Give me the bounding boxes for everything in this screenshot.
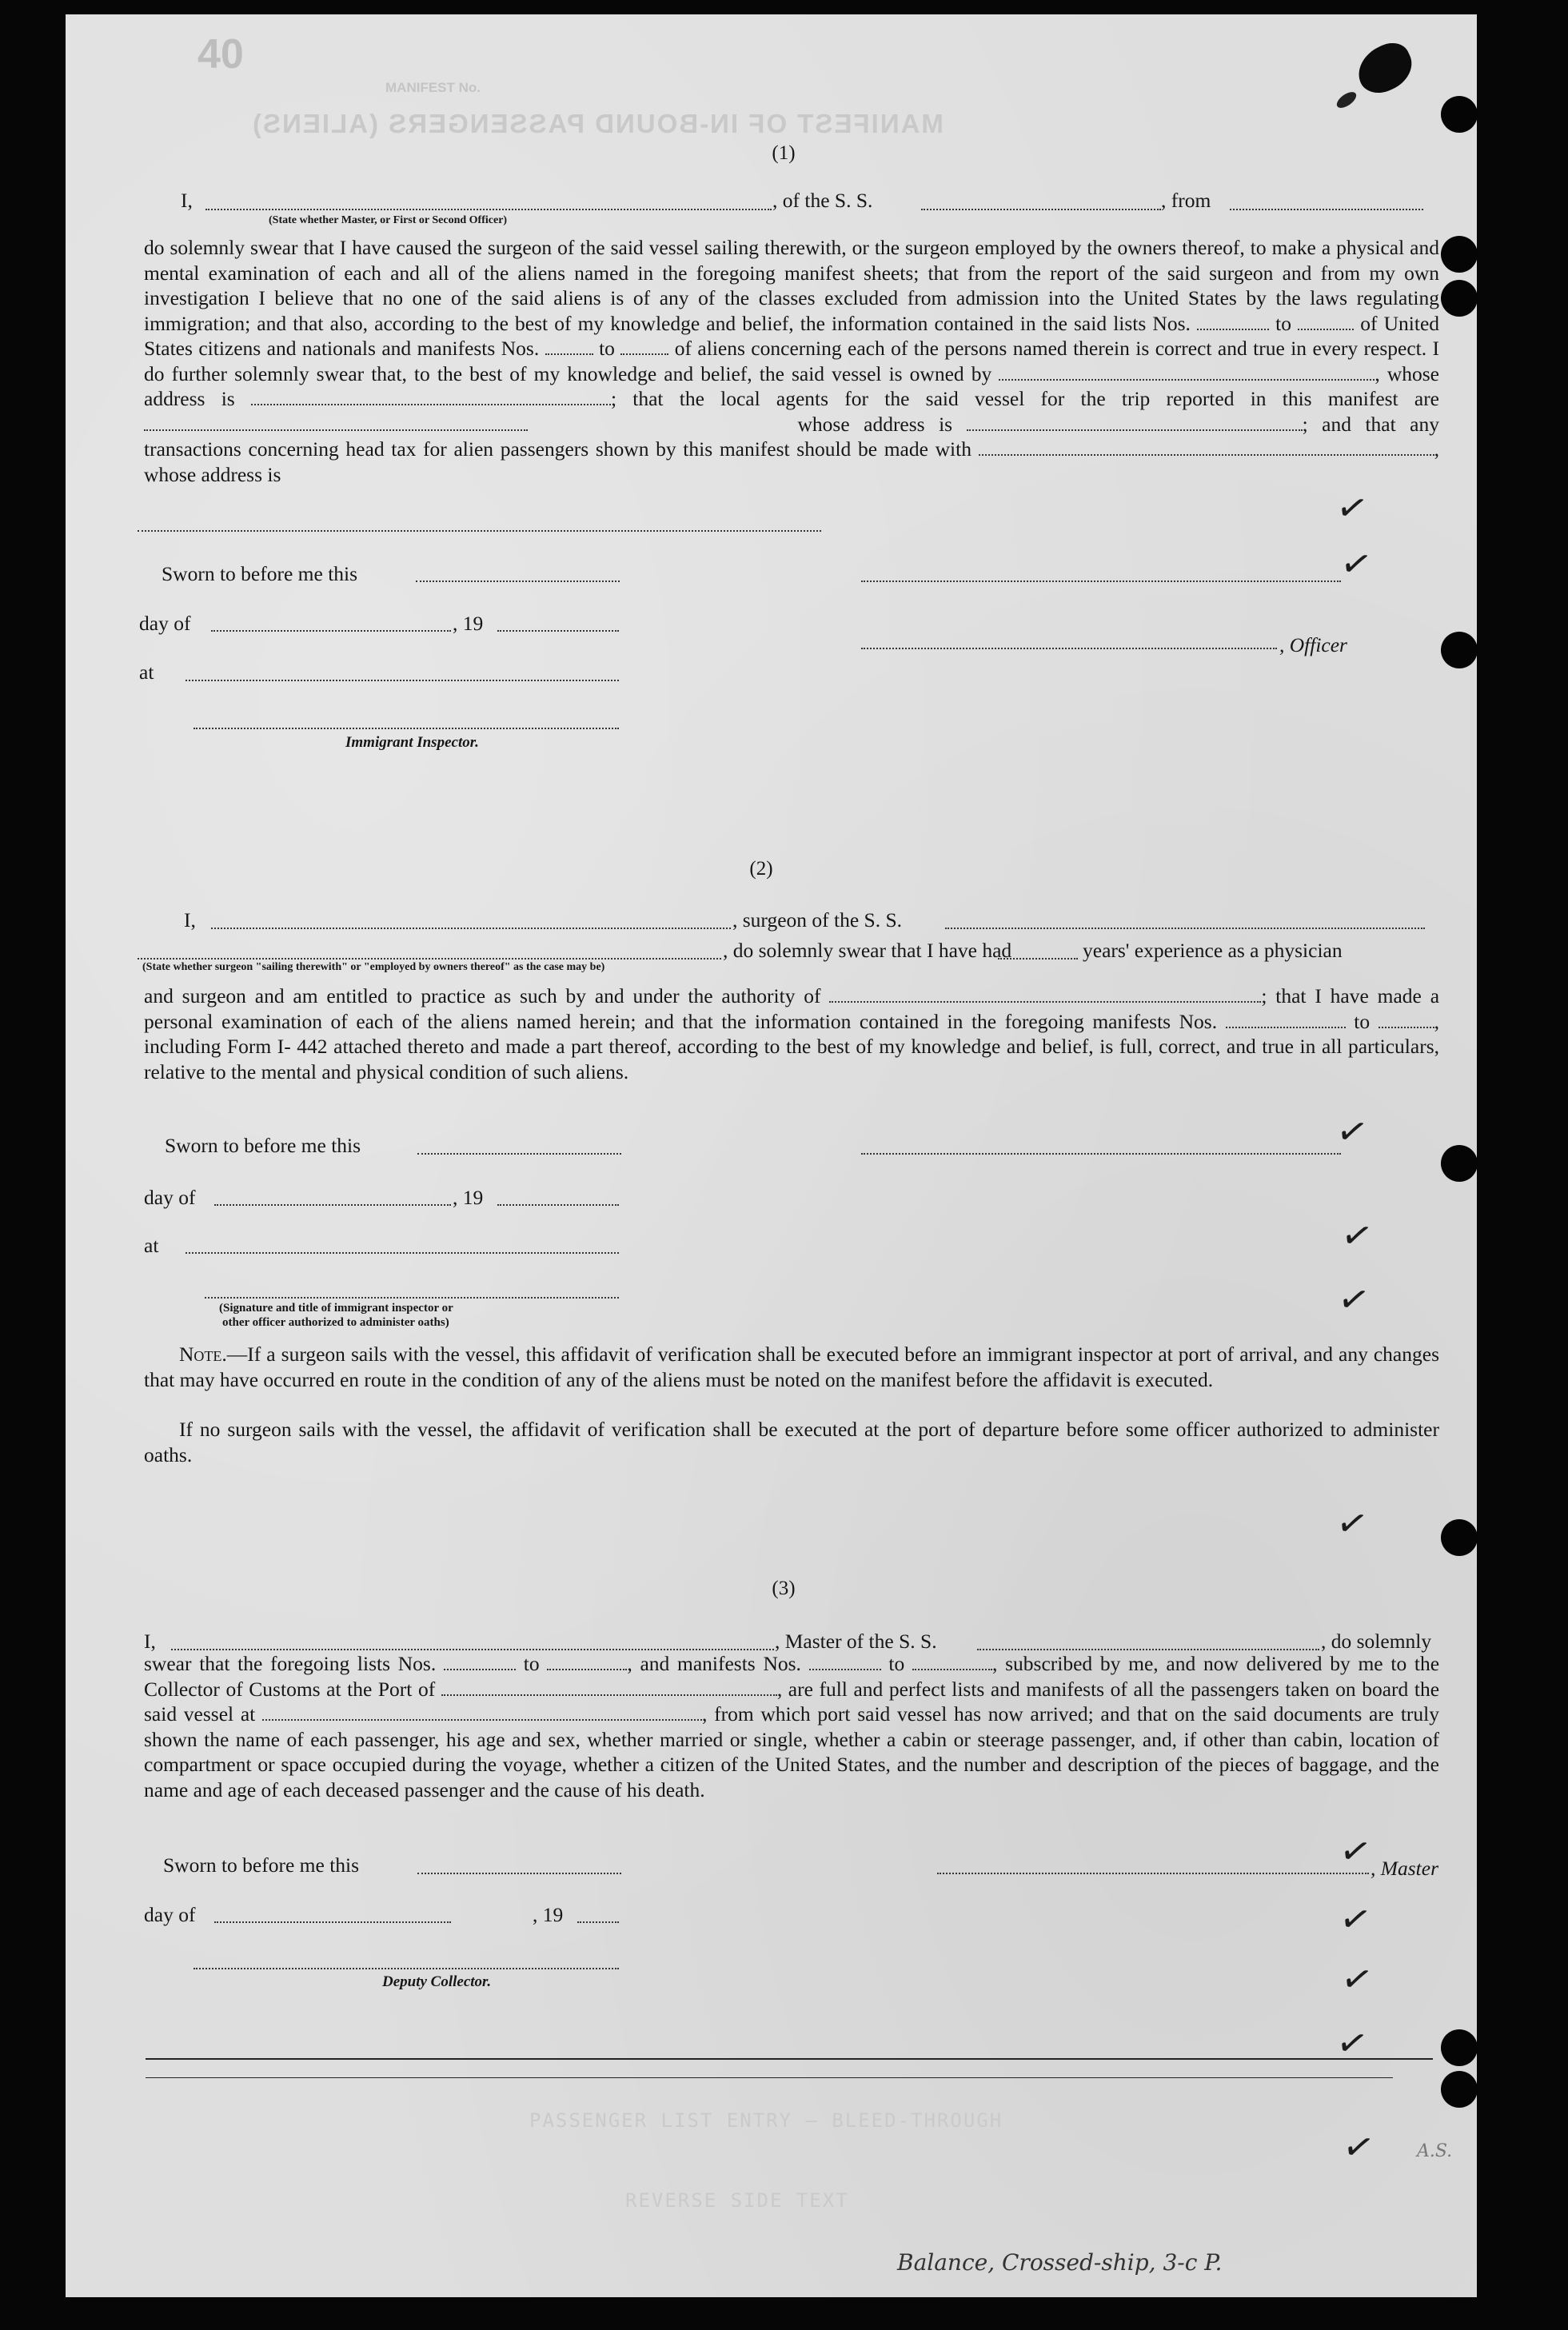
s2-years: years' experience as a physician — [1083, 939, 1343, 962]
s2-at: at — [144, 1234, 159, 1257]
s2-capacity-line[interactable] — [138, 958, 721, 960]
ghost-manifest-label: MANIFEST No. — [385, 80, 481, 95]
s3-deputy-line[interactable] — [194, 1968, 619, 1969]
s1-officer-line[interactable] — [205, 209, 772, 210]
s3-year: , 19 — [533, 1903, 564, 1926]
s1-inspector-line[interactable] — [194, 728, 619, 729]
punch-hole — [1441, 1519, 1478, 1556]
s2-day-line[interactable] — [214, 1204, 451, 1206]
s2-day-of: day of — [144, 1186, 196, 1209]
s1-officer-sign-line[interactable] — [861, 581, 1341, 582]
s3-year-line[interactable] — [577, 1921, 619, 1923]
s2-sign-line[interactable] — [861, 1153, 1341, 1155]
s2-surgeon-of: , surgeon of the S. S. — [732, 908, 903, 932]
s1-sworn: Sworn to before me this — [162, 562, 358, 585]
bottom-rule — [146, 2058, 1433, 2060]
section-1-number: (1) — [772, 142, 796, 164]
ink-blot — [1351, 37, 1420, 100]
s2-signature-note-1: (Signature and title of immigrant inspector or — [219, 1302, 453, 1315]
s2-year: , 19 — [453, 1186, 484, 1209]
s1-officer-title: , Officer — [1279, 633, 1347, 656]
s2-signature-note-2: other officer authorized to administer oaths) — [222, 1316, 449, 1329]
bottom-rule-2 — [146, 2077, 1393, 2078]
punch-hole — [1441, 2029, 1478, 2066]
check-mark: ✓ — [1335, 1826, 1375, 1876]
s3-master-of: , Master of the S. S. — [775, 1630, 937, 1653]
s3-master-title: , Master — [1371, 1857, 1438, 1880]
s2-body: and surgeon and am entitled to practice as such by and under the authority of ; that I have made a personal examination of each of the aliens named herein; and that the information contained in the foregoing manifests Nos. to , including Form I- 442 attached thereto and made a part thereof, according to the best of my knowledge and belief, is full, correct, and true in all particulars, relative to the mental and physical condition of such aliens. — [144, 984, 1440, 1083]
punch-hole — [1441, 632, 1478, 668]
s3-day-line[interactable] — [214, 1921, 451, 1923]
s3-solemnly: , do solemnly — [1321, 1630, 1432, 1653]
punch-hole — [1441, 280, 1478, 317]
ink-splash — [1335, 89, 1359, 111]
punch-hole — [1441, 2071, 1478, 2108]
s3-i: I, — [144, 1630, 156, 1653]
check-mark: ✓ — [1334, 1275, 1374, 1324]
manifest-affidavit-page — [66, 14, 1477, 2297]
s1-sworn-line[interactable] — [416, 581, 620, 582]
s2-year-line[interactable] — [497, 1204, 619, 1206]
s1-officer-line-2[interactable] — [861, 648, 1277, 649]
s2-sworn-line[interactable] — [417, 1153, 621, 1155]
s2-note-1: Note.—If a surgeon sails with the vessel, this affidavit of verification shall be executed before an immigrant inspector at port of arrival, and any changes that may have occurred en route in the condition of any of the aliens must be noted on the manifest before the affidavit is executed. — [144, 1343, 1439, 1391]
s2-years-line[interactable] — [998, 958, 1078, 960]
s1-from: , from — [1161, 189, 1211, 212]
check-mark: ✓ — [1332, 2018, 1372, 2068]
s1-of-ss: , of the S. S. — [772, 189, 873, 212]
s2-surgeon-line[interactable] — [211, 928, 731, 929]
s1-ship-line[interactable] — [921, 209, 1161, 210]
s1-at: at — [139, 660, 154, 684]
s2-at-line[interactable] — [186, 1252, 619, 1254]
s2-surgeon-note: (State whether surgeon "sailing therewith" or "employed by owners thereof" as the case may be) — [142, 961, 605, 973]
s1-officer-note: (State whether Master, or First or Second Officer) — [269, 214, 508, 226]
s2-note-2: If no surgeon sails with the vessel, the affidavit of verification shall be executed at the port of departure before some officer authorized to administer oaths. — [144, 1418, 1439, 1466]
s1-i: I, — [181, 189, 193, 212]
section-2-number: (2) — [749, 858, 773, 880]
check-mark: ✓ — [1336, 539, 1376, 588]
s2-sworn: Sworn to before me this — [165, 1134, 361, 1157]
bleed-through-row-1: PASSENGER LIST ENTRY — BLEED-THROUGH — [529, 2109, 1003, 2132]
check-mark: ✓ — [1332, 483, 1372, 533]
punch-hole — [1441, 1145, 1478, 1182]
check-mark: ✓ — [1335, 1894, 1375, 1944]
punch-hole — [1441, 96, 1478, 133]
bottom-handwritten-note: Balance, Crossed-ship, 3-c P. — [897, 2249, 1223, 2276]
s3-day-of: day of — [144, 1903, 196, 1926]
ghost-title: MANIFEST OF IN-BOUND PASSENGERS (ALIENS) — [251, 109, 944, 138]
s1-at-line[interactable] — [186, 680, 619, 681]
s3-sworn: Sworn to before me this — [163, 1853, 360, 1877]
s3-deputy-caption: Deputy Collector. — [382, 1973, 492, 1990]
s2-ship-line[interactable] — [945, 928, 1425, 929]
s1-day-line[interactable] — [211, 630, 451, 632]
margin-handwriting: A.S. — [1417, 2141, 1453, 2161]
s3-master-sign-line[interactable] — [937, 1873, 1369, 1874]
s2-signature-line[interactable] — [205, 1297, 619, 1299]
section-3-number: (3) — [772, 1578, 796, 1599]
s1-body: do solemnly swear that I have caused the surgeon of the said vessel sailing therewith, or the surgeon employed by the owners thereof, to make a physical and mental examination of each and all of the aliens named in the foregoing manifest sheets; that from the report of the said surgeon and from my own investigation I believe that no one of the said aliens is of any of the classes excluded from admission into the United States by the laws regulating immigration; and that also, according to the best of my knowledge and belief, the information contained in the said lists Nos. to of United States citizens and nationals and manifests Nos. to of aliens concerning each of the persons named therein is correct and true in every respect. I do further solemnly swear that, to the best of my knowledge and belief, the said vessel is owned by , whose address is ; that the local agents for the said vessel for the trip reported in this manifest are whose address is ; and that any transactions concerning head tax for alien passengers shown by this manifest should be made with , whose address is — [144, 236, 1440, 486]
bleed-through-row-2: REVERSE SIDE TEXT — [625, 2189, 849, 2212]
s3-sworn-line[interactable] — [417, 1873, 621, 1874]
s1-from-line[interactable] — [1230, 209, 1423, 210]
s1-day-of: day of — [139, 612, 191, 635]
s1-year-line[interactable] — [497, 630, 619, 632]
s3-master-line[interactable] — [171, 1649, 774, 1650]
s1-year: , 19 — [453, 612, 484, 635]
s1-address-continuation[interactable] — [138, 530, 821, 532]
check-mark: ✓ — [1337, 1954, 1377, 2004]
punch-hole — [1441, 236, 1478, 273]
check-mark: ✓ — [1332, 1107, 1372, 1156]
s3-ship-line[interactable] — [977, 1649, 1319, 1650]
check-mark: ✓ — [1332, 1498, 1372, 1548]
s2-i: I, — [184, 908, 196, 932]
ghost-number: 40 — [197, 31, 244, 78]
s1-inspector-caption: Immigrant Inspector. — [345, 734, 479, 751]
check-mark: ✓ — [1337, 1211, 1377, 1260]
s3-body: swear that the foregoing lists Nos. to , and manifests Nos. to , subscribed by me, and now delivered by me to the Collector of Customs at the Port of , are full and perfect lists and manifests of all the passengers taken on board the said vessel at , from which port said vessel has now arrived; and that on the said documents are truly shown the name of each passenger, his age and sex, whether married or single, whether a cabin or steerage passenger, and, if other than cabin, location of compartment or space occupied during the voyage, whether a citizen of the United States, and the number and description of the pieces of baggage, and the name and age of each deceased passenger and the cause of his death. — [144, 1652, 1440, 1801]
check-mark: ✓ — [1339, 2122, 1378, 2172]
s2-swear: , do solemnly swear that I have had — [723, 939, 1012, 962]
